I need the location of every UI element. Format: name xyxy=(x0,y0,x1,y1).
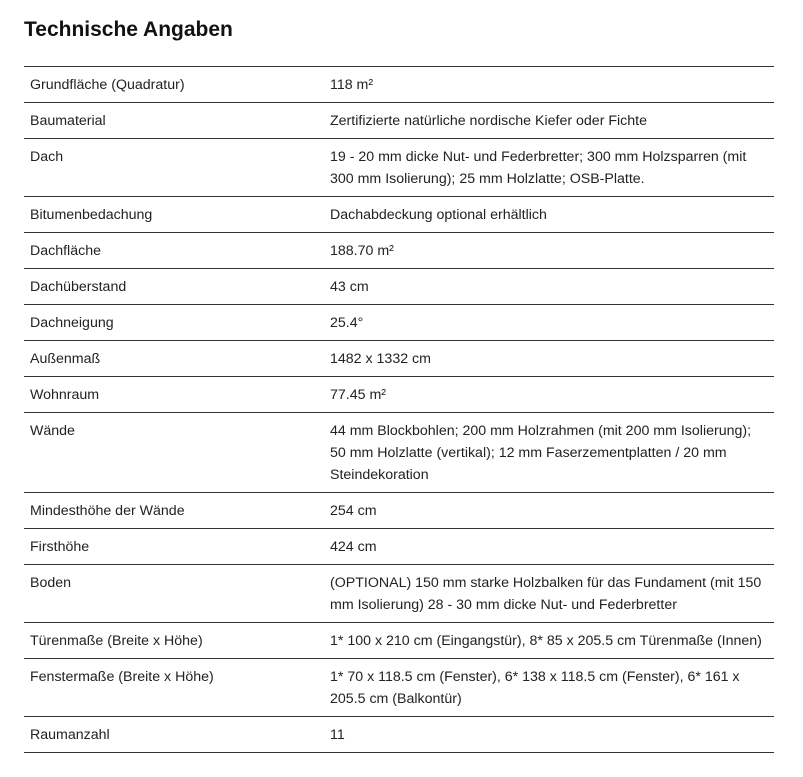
row-value: 43 cm xyxy=(324,269,774,305)
table-row xyxy=(24,67,774,103)
row-label: Wohnraum xyxy=(24,377,324,413)
row-label: Grundfläche (Quadratur) xyxy=(24,67,324,103)
row-label: Boden xyxy=(24,565,324,623)
table-row xyxy=(24,565,774,623)
row-label: Wände xyxy=(24,413,324,493)
row-label: Fenstermaße (Breite x Höhe) xyxy=(24,659,324,717)
row-label: Dachüberstand xyxy=(24,269,324,305)
row-label: Dachneigung xyxy=(24,305,324,341)
row-value: Dachabdeckung optional erhältlich xyxy=(324,197,774,233)
row-value: 25.4° xyxy=(324,305,774,341)
table-row xyxy=(24,305,774,341)
row-label: Außenmaß xyxy=(24,341,324,377)
row-value: 1* 100 x 210 cm (Eingangstür), 8* 85 x 205.5 cm Türenmaße (Innen) xyxy=(324,623,774,659)
page-title: Technische Angaben xyxy=(24,18,233,41)
table-row xyxy=(24,413,774,493)
row-value: Zertifizierte natürliche nordische Kiefer oder Fichte xyxy=(324,103,774,139)
row-label: Firsthöhe xyxy=(24,529,324,565)
table-row xyxy=(24,103,774,139)
table-row xyxy=(24,233,774,269)
row-value: 77.45 m² xyxy=(324,377,774,413)
row-label: Mindesthöhe der Wände xyxy=(24,493,324,529)
table-row xyxy=(24,269,774,305)
row-label: Baumaterial xyxy=(24,103,324,139)
row-value: 1482 x 1332 cm xyxy=(324,341,774,377)
row-label: Bitumenbedachung xyxy=(24,197,324,233)
row-value: 1* 70 x 118.5 cm (Fenster), 6* 138 x 118.5 cm (Fenster), 6* 161 x 205.5 cm (Balkontür) xyxy=(324,659,774,717)
row-value: 254 cm xyxy=(324,493,774,529)
table-row xyxy=(24,341,774,377)
row-value: 11 xyxy=(324,717,774,753)
row-value: 19 - 20 mm dicke Nut- und Federbretter; 300 mm Holzsparren (mit 300 mm Isolierung); 25 mm Holzlatte; OSB-Platte. xyxy=(324,139,774,197)
table-row xyxy=(24,377,774,413)
row-label: Dach xyxy=(24,139,324,197)
table-row xyxy=(24,659,774,717)
row-label: Türenmaße (Breite x Höhe) xyxy=(24,623,324,659)
row-label: Raumanzahl xyxy=(24,717,324,753)
technical-specs-table xyxy=(24,66,774,753)
table-row xyxy=(24,623,774,659)
row-value: 188.70 m² xyxy=(324,233,774,269)
row-value: 424 cm xyxy=(324,529,774,565)
table-row xyxy=(24,529,774,565)
row-value: 118 m² xyxy=(324,67,774,103)
row-value: 44 mm Blockbohlen; 200 mm Holzrahmen (mit 200 mm Isolierung); 50 mm Holzlatte (vertikal); 12 mm Faserzementplatten / 20 mm Steindekoration xyxy=(324,413,774,493)
table-row xyxy=(24,717,774,753)
row-value: (OPTIONAL) 150 mm starke Holzbalken für das Fundament (mit 150 mm Isolierung) 28 - 30 mm dicke Nut- und Federbretter xyxy=(324,565,774,623)
row-label: Dachfläche xyxy=(24,233,324,269)
table-row xyxy=(24,493,774,529)
table-row xyxy=(24,139,774,197)
table-row xyxy=(24,197,774,233)
